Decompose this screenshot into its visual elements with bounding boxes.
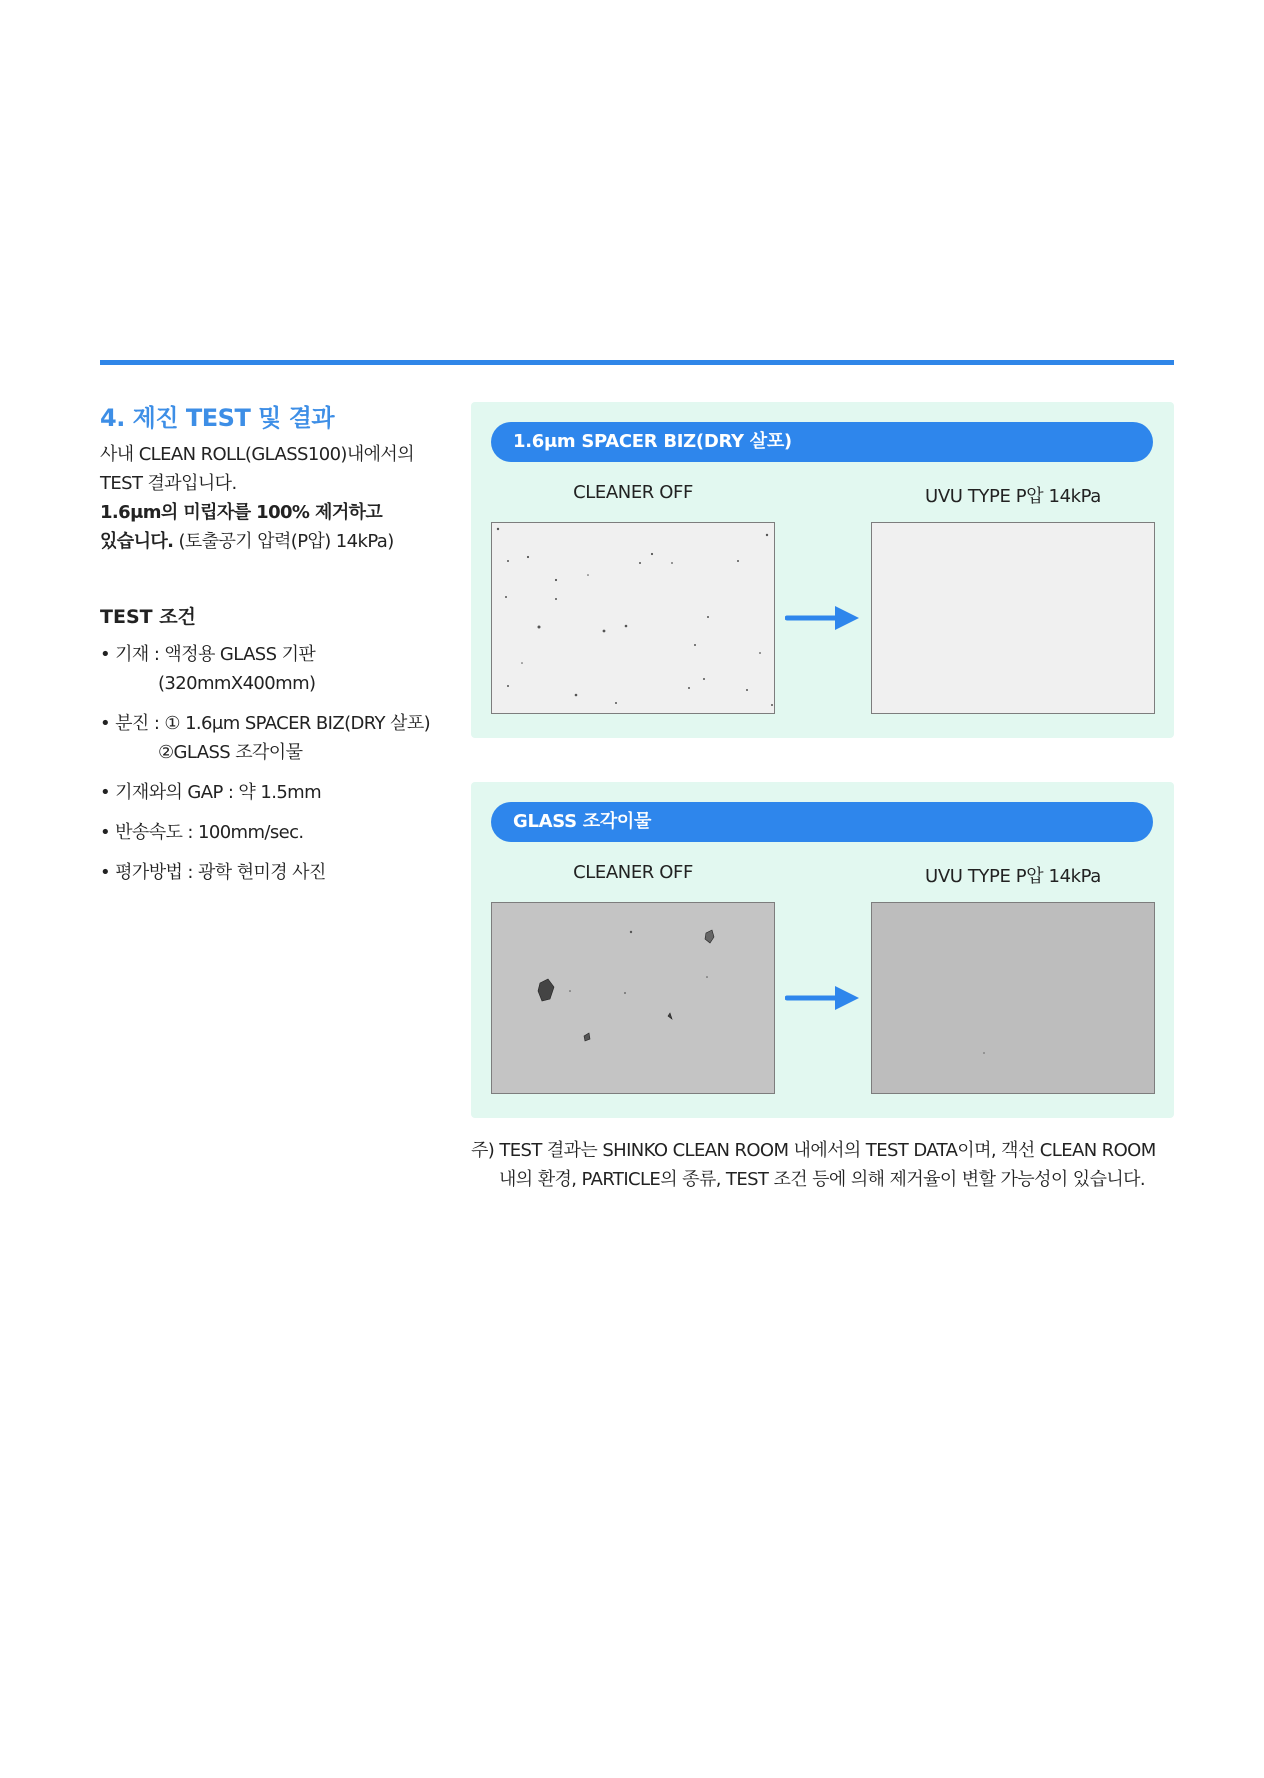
- condition-item: [100, 640, 460, 698]
- condition-gap: • 기재와의 GAP : 약 1.5mm: [100, 782, 322, 803]
- section-divider: [100, 360, 1174, 365]
- condition-item: [100, 709, 460, 767]
- condition-method: • 평가방법 : 광학 현미경 사진: [100, 862, 326, 883]
- micrograph-before: [491, 522, 775, 714]
- condition-item: [100, 858, 460, 887]
- highlight-line-2: [100, 527, 440, 556]
- condition-speed: • 반송속도 : 100mm/sec.: [100, 822, 304, 843]
- arrow-right-icon: [785, 978, 861, 1018]
- highlight-line-2-bold: 있습니다.: [100, 531, 174, 552]
- condition-dust-2: ②GLASS 조각이물: [158, 742, 303, 763]
- condition-item: [100, 818, 460, 847]
- result-panel-spacer: [471, 402, 1174, 738]
- panel-title: 1.6μm SPACER BIZ(DRY 살포): [491, 422, 1153, 462]
- caption-cleaner-off: CLEANER OFF: [573, 482, 693, 503]
- intro-text: [100, 440, 440, 556]
- micrograph-after: [871, 902, 1155, 1094]
- intro-line-1: 사내 CLEAN ROLL(GLASS100)내에서의: [100, 444, 415, 465]
- caption-cleaner-off: CLEANER OFF: [573, 862, 693, 883]
- condition-substrate: • 기재 : 액정용 GLASS 기판: [100, 644, 316, 665]
- conditions-heading: TEST 조건: [100, 606, 196, 628]
- highlight-suffix: (토출공기 압력(P압) 14kPa): [173, 531, 394, 552]
- footnote-line-2: 내의 환경, PARTICLE의 종류, TEST 조건 등에 의해 제거율이 변할 가능성이 있습니다.: [499, 1169, 1146, 1190]
- condition-item: [100, 778, 460, 807]
- condition-substrate-size: (320mmX400mm): [158, 673, 316, 694]
- condition-dust: • 분진 : ① 1.6μm SPACER BIZ(DRY 살포): [100, 713, 431, 734]
- panel-title: GLASS 조각이물: [491, 802, 1153, 842]
- caption-uvu-type: UVU TYPE P압 14kPa: [925, 866, 1101, 887]
- micrograph-before: [491, 902, 775, 1094]
- result-panel-glass: [471, 782, 1174, 1118]
- conditions-list: [100, 640, 460, 898]
- highlight-line-1: 1.6μm의 미립자를 100% 제거하고: [100, 502, 383, 523]
- caption-uvu-type: UVU TYPE P압 14kPa: [925, 486, 1101, 507]
- section-title: 4. 제진 TEST 및 결과: [100, 404, 335, 432]
- arrow-right-icon: [785, 598, 861, 638]
- footnote: [471, 1136, 1191, 1194]
- intro-line-2: TEST 결과입니다.: [100, 473, 237, 494]
- micrograph-after: [871, 522, 1155, 714]
- footnote-line-1: 주) TEST 결과는 SHINKO CLEAN ROOM 내에서의 TEST DATA이며, 객선 CLEAN ROOM: [471, 1140, 1156, 1161]
